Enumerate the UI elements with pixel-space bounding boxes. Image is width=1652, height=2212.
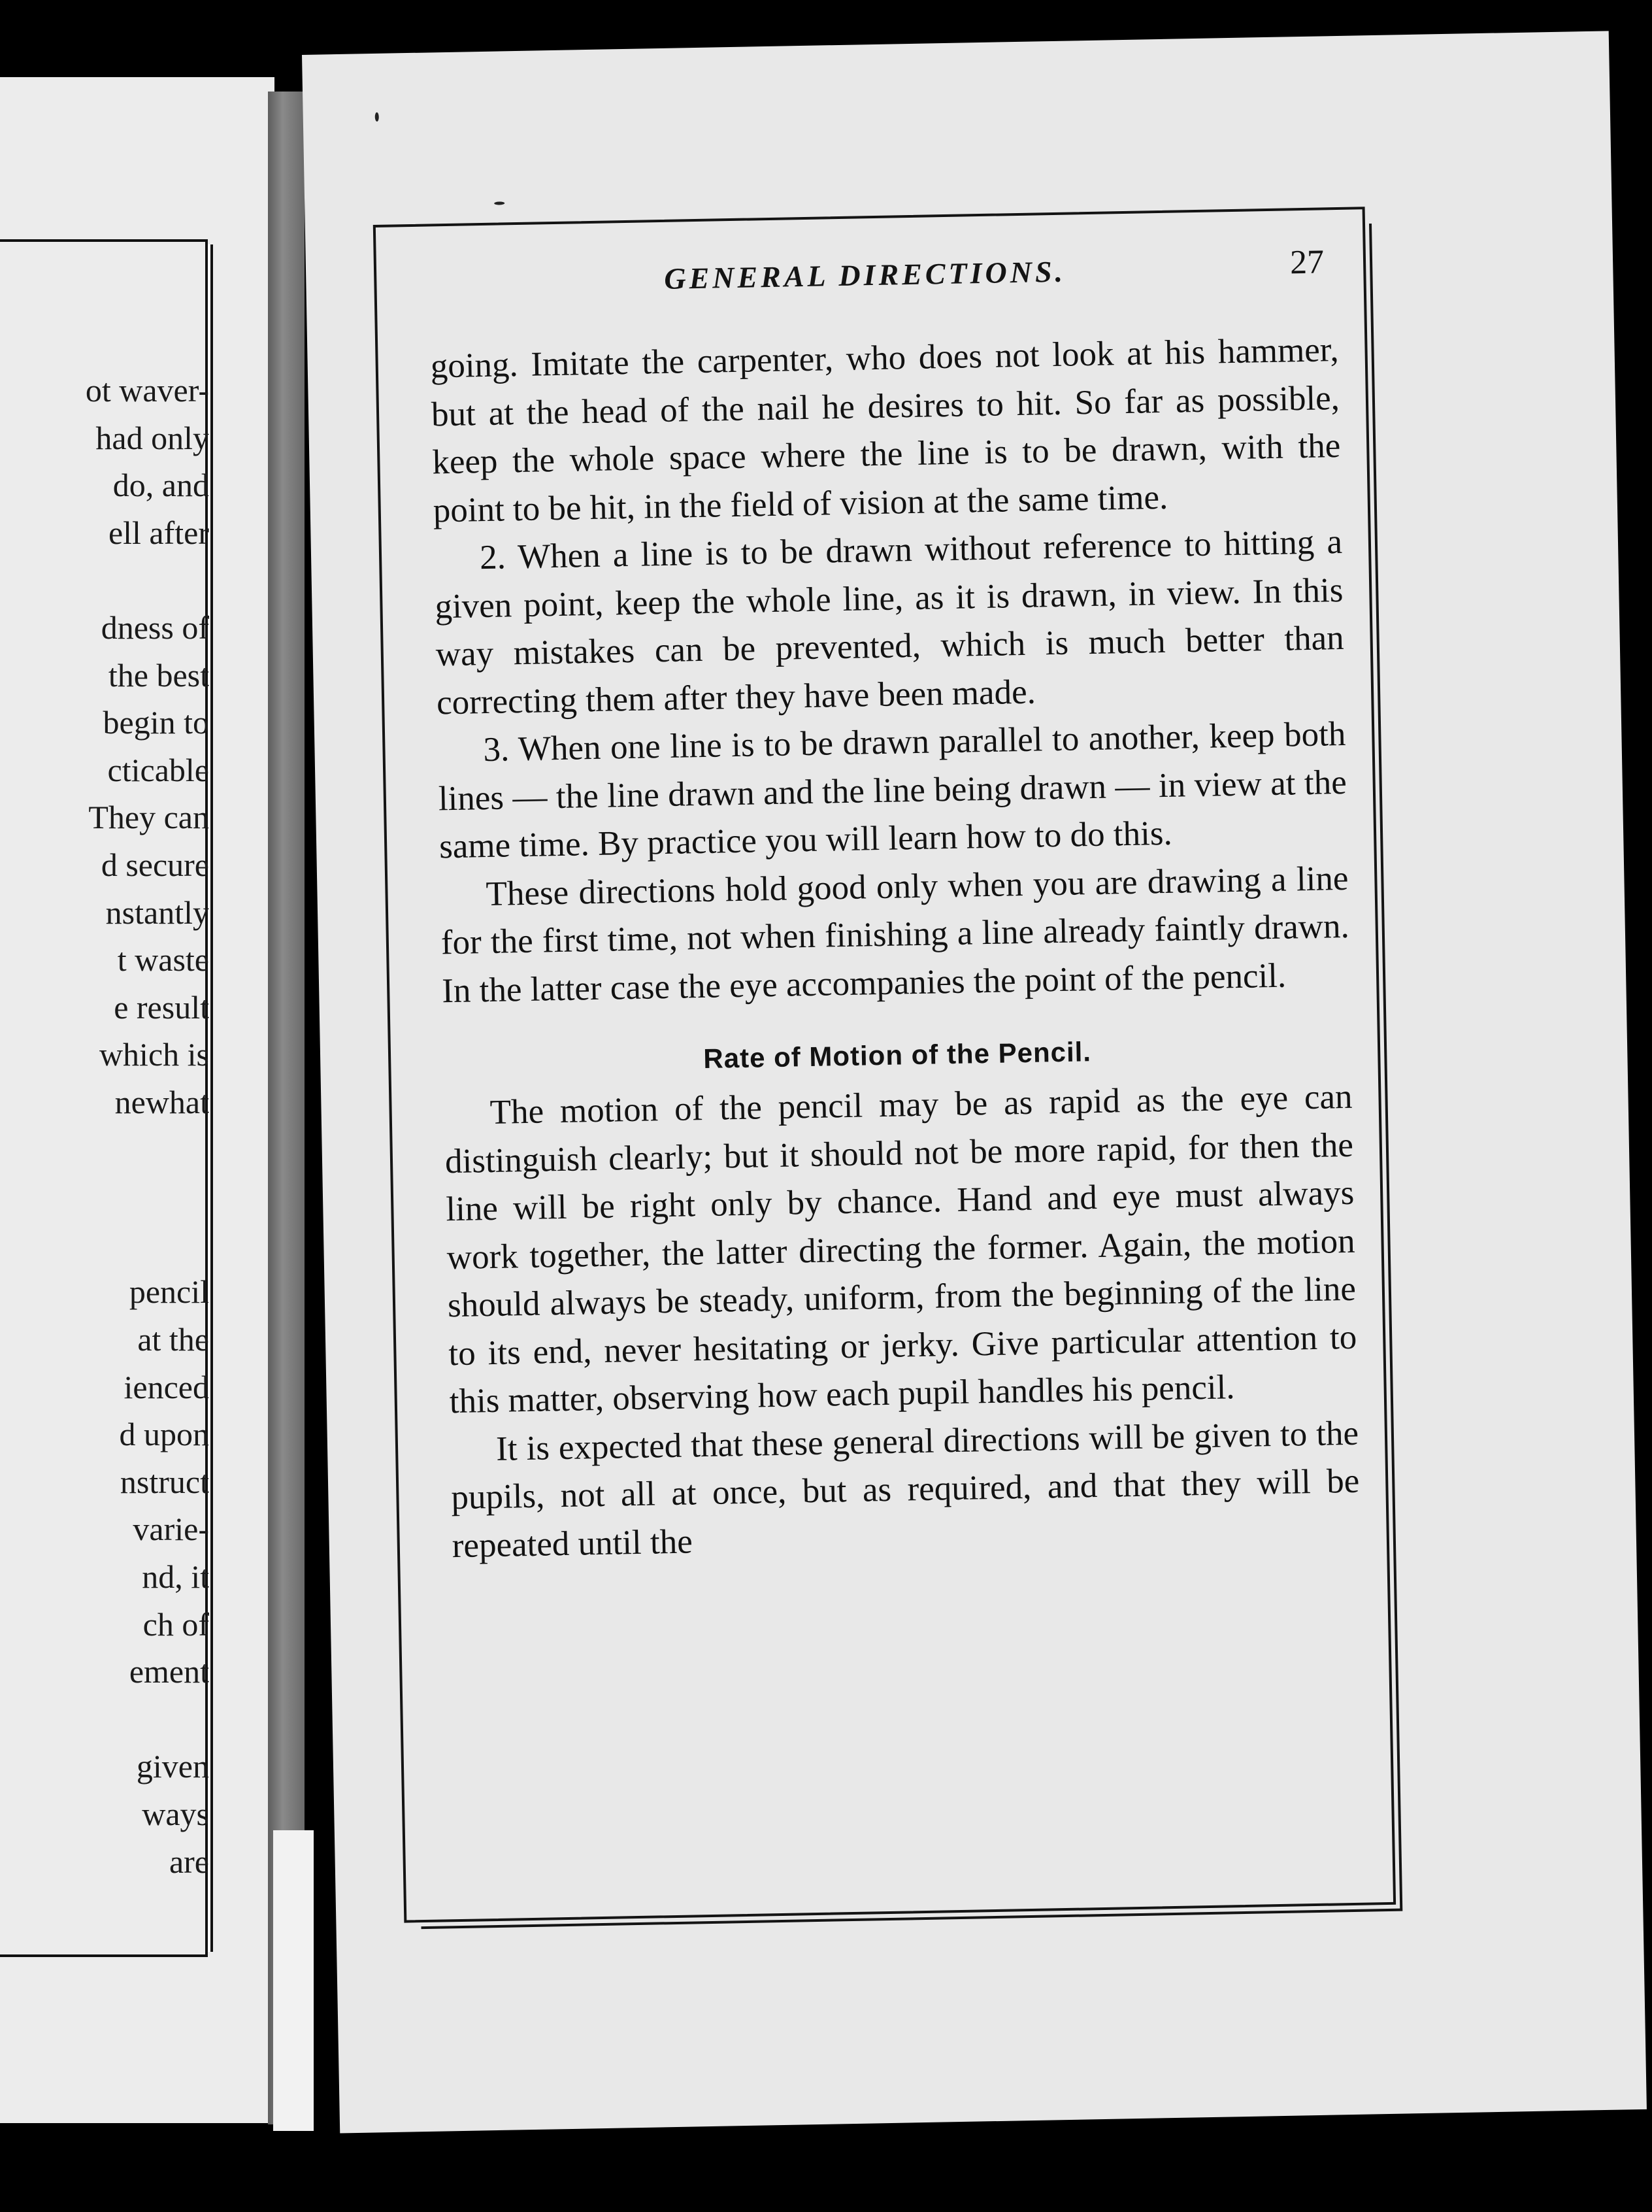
paper-slip xyxy=(273,1830,314,2131)
facing-page-line: at the xyxy=(137,1321,209,1358)
facing-page-line: cticable xyxy=(107,751,209,788)
page-border xyxy=(373,207,1396,1922)
paragraph: The motion of the pencil may be as rapid as the eye can distinguish clearly; but it should not be more rapid, for then the line will be right only by chance. Hand and eye must always work together, the latter directing the former. Again, the motion should always be steady, uniform, from the beginning of the line to its end, never hesitating or jerky. Give particular attention to this matter, observing how each pupil handles his pencil. xyxy=(444,1077,1357,1421)
section-heading: Rate of Motion of the Pencil. xyxy=(702,1036,1092,1074)
facing-page-line: do, and xyxy=(112,467,209,504)
facing-page-line: pencil xyxy=(129,1273,209,1311)
facing-page-line: d upon xyxy=(119,1416,209,1453)
facing-page-line: ienced xyxy=(124,1368,209,1405)
facing-page-line: ell after xyxy=(108,514,209,551)
facing-page-line: had only xyxy=(95,419,209,456)
facing-page-line: ot waver- xyxy=(85,372,209,409)
facing-page-left xyxy=(0,77,274,2123)
facing-page-line: e result xyxy=(114,988,209,1026)
paragraph: going. Imitate the carpenter, who does not look at his hammer, but at the head of the nail he desires to hit. So far as possible, keep the whole space where the line is to be drawn, with the point to be hit, in the field of vision at the same time. xyxy=(430,331,1341,529)
facing-page-line: given xyxy=(136,1748,209,1785)
facing-page-line: nstantly xyxy=(105,894,209,931)
paragraph: It is expected that these general directions will be given to the pupils, not all at once, but as required, and that they will be repeated until the xyxy=(450,1414,1360,1565)
facing-page-line: which is xyxy=(99,1036,209,1073)
page-number: 27 xyxy=(1289,243,1325,282)
paragraph: 3. When one line is to be drawn parallel to another, keep both lines — the line drawn and the line being drawn — in view at the same time. By practice you will learn how to do this. xyxy=(438,714,1347,866)
facing-page-line: newhat xyxy=(114,1084,209,1120)
facing-page-line: ement xyxy=(129,1653,209,1690)
facing-page-line: d secure xyxy=(101,846,209,883)
page-header xyxy=(376,242,1364,306)
facing-page-line: nd, it xyxy=(142,1558,209,1595)
facing-page-line: begin to xyxy=(103,704,209,741)
facing-page-line: the best xyxy=(108,656,209,694)
facing-page-line: t waste xyxy=(117,941,209,979)
paragraph: These directions hold good only when you are drawing a line for the first time, not when finishing a line already faintly drawn. In the latter case the eye accompanies the point of the pencil. xyxy=(440,859,1350,1010)
print-speck xyxy=(494,201,504,205)
running-head: GENERAL DIRECTIONS. xyxy=(663,254,1066,295)
book-gutter xyxy=(268,92,305,2124)
paragraph: 2. When a line is to be drawn without reference to hitting a given point, keep the whole line, as it is drawn, in view. In this way mistakes can be prevented, which is much better than correcting them after they have been made. xyxy=(434,522,1345,722)
facing-page-line: are xyxy=(169,1843,209,1880)
book-page xyxy=(302,31,1647,2133)
facing-page-line: They can xyxy=(88,799,209,836)
facing-page-line: nstruct xyxy=(120,1463,209,1500)
facing-page-line: ways xyxy=(142,1796,209,1832)
facing-page-line: ch of xyxy=(142,1605,209,1643)
print-speck xyxy=(375,112,379,122)
facing-page-line: dness of xyxy=(101,609,209,646)
facing-page-line: varie- xyxy=(133,1511,209,1548)
page-body xyxy=(430,326,1361,1570)
